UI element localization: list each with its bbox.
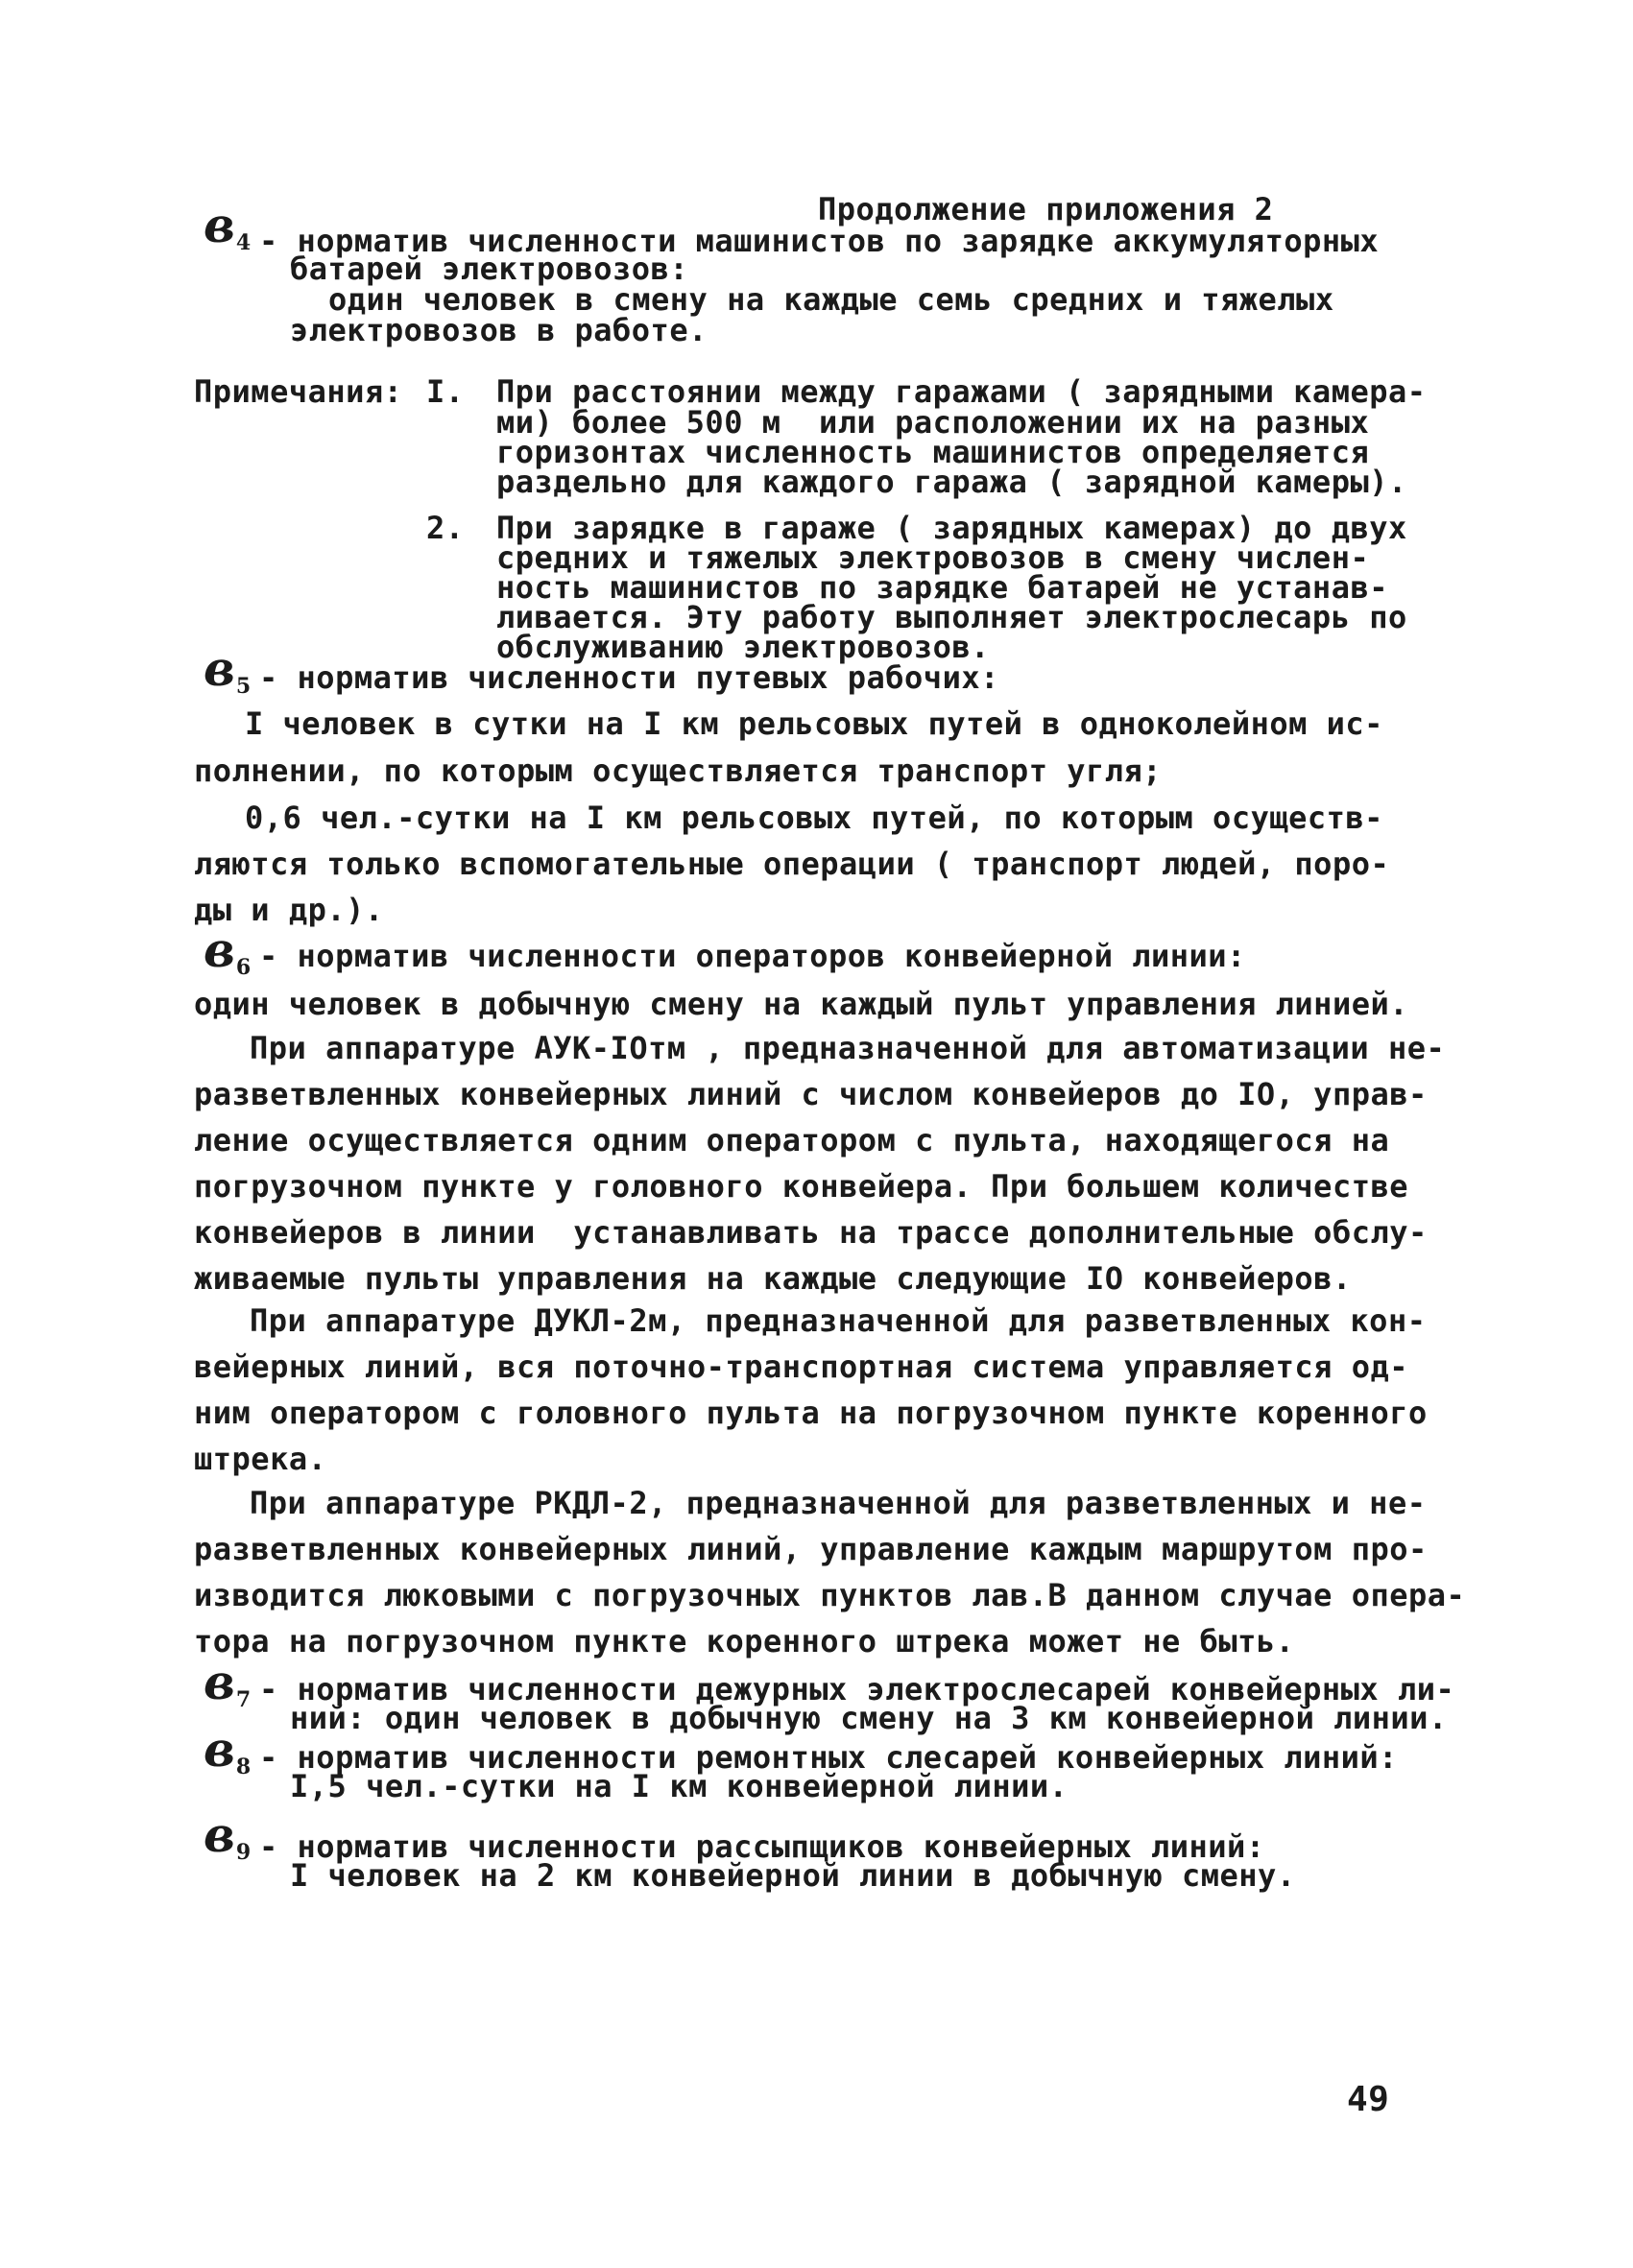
b6-line: один человек в добычную смену на каждый пульт управления линией. [194,986,1408,1022]
formula-symbol-b9: $в_9$ [204,1806,252,1865]
formula-symbol-b7: $в_7$ [204,1654,252,1712]
note-1-line: горизонтах численность машинистов определяется [496,434,1370,470]
formula-symbol-b4: $в_4$ [204,197,252,255]
paragraph-auk-line: живаемые пульты управления на каждые следующие IО конвейеров. [194,1260,1352,1297]
b5-line: I человек в сутки на I км рельсовых путей в одноколейном ис- [245,705,1383,742]
note-1-line: ми) более 500 м или расположении их на разных [496,404,1370,441]
b5-line: ды и др.). [194,892,384,928]
paragraph-auk-line: При аппаратуре АУК-IОтм , предназначенной для автоматизации не- [250,1030,1446,1066]
b4-line: - норматив численности машинистов по зарядке аккумуляторных [259,223,1380,259]
note-2-number: 2. [426,510,465,546]
b8-line: I,5 чел.-сутки на I км конвейерной линии. [290,1768,1069,1804]
formula-symbol-b5: $в_5$ [204,640,252,699]
b5-line: 0,6 чел.-сутки на I км рельсовых путей, по которым осуществ- [245,800,1383,836]
paragraph-auk-line: погрузочном пункте у головного конвейера. При большем количестве [194,1168,1408,1205]
b7-line: ний: один человек в добычную смену на 3 км конвейерной линии. [290,1700,1448,1736]
note-1-number: I. [426,373,465,410]
b8-line: - норматив численности ремонтных слесарей конвейерных линий: [259,1739,1398,1776]
page-number: 49 [1347,2080,1390,2119]
b5-line: - норматив численности путевых рабочих: [259,659,999,696]
paragraph-rkdl-line: При аппаратуре РКДЛ-2, предназначенной для разветвленных и не- [250,1485,1427,1521]
note-1-line: раздельно для каждого гаража ( зарядной камеры). [496,464,1407,500]
note-2-line: ность машинистов по зарядке батарей не устанав- [496,569,1388,606]
paragraph-auk-line: конвейеров в линии устанавливать на трассе дополнительные обслу- [194,1214,1428,1251]
paragraph-dukl-line: ним оператором с головного пульта на погрузочном пункте коренного [194,1395,1428,1431]
note-2-line: ливается. Эту работу выполняет электрослесарь по [496,599,1407,635]
note-2-line: обслуживанию электровозов. [496,629,990,665]
b7-line: - норматив численности дежурных электрослесарей конвейерных ли- [259,1671,1455,1707]
note-1-line: При расстоянии между гаражами ( зарядными камера- [496,373,1427,410]
formula-symbol-b6: $в_6$ [204,921,252,980]
b9-line: - норматив численности рассыпщиков конвейерных линий: [259,1828,1265,1865]
b5-line: ляются только вспомогательные операции ( транспорт людей, поро- [194,846,1390,882]
note-2-line: средних и тяжелых электровозов в смену числен- [496,539,1370,576]
paragraph-rkdl-line: разветвленных конвейерных линий, управление каждым маршрутом про- [194,1531,1428,1567]
note-2-line: При зарядке в гараже ( зарядных камерах) до двух [496,510,1407,546]
b4-line: электровозов в работе. [290,312,708,348]
b6-line: - норматив численности операторов конвейерной линии: [259,938,1246,974]
b4-line: батарей электровозов: [290,251,689,287]
b9-line: I человек на 2 км конвейерной линии в добычную смену. [290,1857,1296,1894]
paragraph-dukl-line: штрека. [194,1441,327,1477]
paragraph-auk-line: ление осуществляется одним оператором с пульта, находящегося на [194,1122,1390,1158]
page-header: Продолжение приложения 2 [818,191,1274,227]
b4-line: один человек в смену на каждые семь средних и тяжелых [328,281,1334,318]
paragraph-rkdl-line: тора на погрузочном пункте коренного штрека может не быть. [194,1623,1295,1659]
notes-label: Примечания: [194,373,403,410]
paragraph-dukl-line: вейерных линий, вся поточно-транспортная система управляется од- [194,1349,1408,1385]
formula-symbol-b8: $в_8$ [204,1721,252,1779]
paragraph-rkdl-line: изводится люковыми с погрузочных пунктов лав.В данном случае опера- [194,1577,1466,1613]
paragraph-dukl-line: При аппаратуре ДУКЛ-2м, предназначенной для разветвленных кон- [250,1302,1427,1339]
paragraph-auk-line: разветвленных конвейерных линий с числом конвейеров до IО, управ- [194,1076,1428,1112]
b5-line: полнении, по которым осуществляется транспорт угля; [194,752,1163,789]
